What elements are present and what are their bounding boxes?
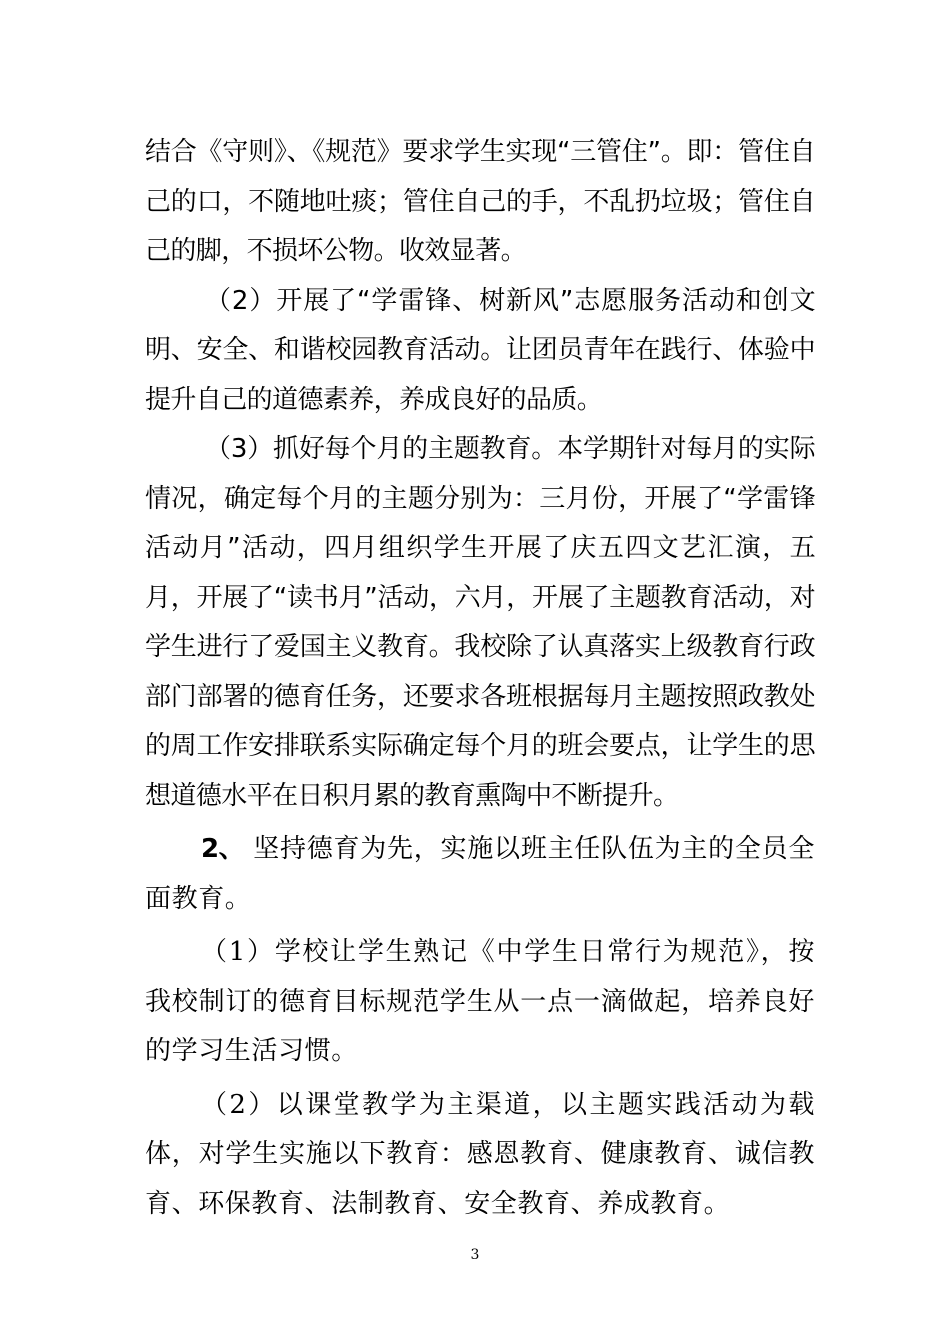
section-heading-2 (145, 825, 815, 924)
section-heading-text: 坚持德育为先，实施以班主任队伍为主的全员全面教育。 (145, 834, 815, 914)
page-number: 3 (470, 1247, 480, 1263)
paragraph-volunteer-activities: （2）开展了“学雷锋、树新风”志愿服务活动和创文明、安全、和谐校园教育活动。让团员青年在践行、体验中提升自己的道德素养，养成良好的品质。 (145, 285, 815, 415)
paragraph-classroom-education: （2）以课堂教学为主渠道，以主题实践活动为载体，对学生实施以下教育：感恩教育、健康教育、诚信教育、环保教育、法制教育、安全教育、养成教育。 (145, 1089, 815, 1219)
paragraph-code-of-conduct: （1）学校让学生熟记《中学生日常行为规范》，按我校制订的德育目标规范学生从一点一滴做起，培养良好的学习生活习惯。 (145, 937, 815, 1066)
document-body (145, 128, 815, 1229)
section-number: 2、 (201, 834, 245, 864)
paragraph-monthly-theme-education: （3）抓好每个月的主题教育。本学期针对每月的实际情况，确定每个月的主题分别为：三月份，开展了“学雷锋活动月”活动，四月组织学生开展了庆五四文艺汇演，五月，开展了“读书月”活动，六月，开展了主题教育活动，对学生进行了爱国主义教育。我校除了认真落实上级教育行政部门部署的德育任务，还要求各班根据每月主题按照政教处的周工作安排联系实际确定每个月的班会要点，让学生的思想道德水平在日积月累的教育熏陶中不断提升。 (145, 434, 815, 811)
paragraph-three-manage: 结合《守则》、《规范》要求学生实现“三管住”。即：管住自己的口，不随地吐痰；管住自己的手，不乱扔垃圾；管住自己的脚，不损坏公物。收效显著。 (145, 137, 815, 266)
